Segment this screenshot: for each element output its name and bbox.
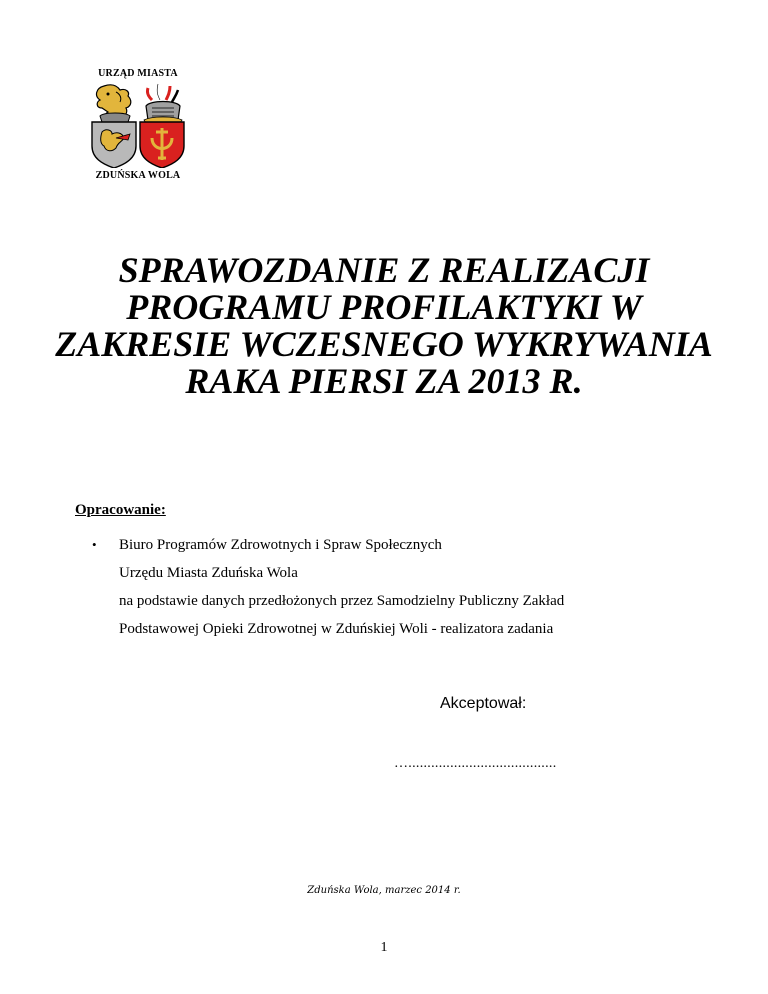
report-title [40,252,728,400]
plume-crest-icon [144,84,182,123]
title-line: ZAKRESIE WCZESNEGO WYKRYWANIA [55,324,713,364]
lion-crest-icon [97,85,131,122]
accepted-by-label: Akceptował: [440,695,527,712]
title-line: RAKA PIERSI ZA 2013 R. [185,361,583,401]
prepared-by-text [119,531,732,643]
signature-line: …....................................... [394,756,557,771]
left-shield-icon [92,122,136,168]
title-line: SPRAWOZDANIE Z REALIZACJI [118,250,650,290]
place-and-date: Zduńska Wola, marzec 2014 r. [307,885,461,896]
prepared-by-line: na podstawie danych przedłożonych przez Samodzielny Publiczny Zakład [119,593,565,609]
prepared-by-list [92,531,732,643]
title-line: PROGRAMU PROFILAKTYKI W [126,287,642,327]
prepared-by-line: Podstawowej Opieki Zdrowotnej w Zduńskiej Woli - realizatora zadania [119,621,554,637]
logo-bottom-text: ZDUŃSKA WOLA [95,170,181,181]
prepared-by-line: Urzędu Miasta Zduńska Wola [119,565,298,581]
prepared-by-line: Biuro Programów Zdrowotnych i Spraw Społecznych [119,537,442,553]
city-hall-logo [82,68,194,181]
logo-top-text: URZĄD MIASTA [98,68,178,79]
prepared-by-label: Opracowanie: [75,502,166,518]
bullet-icon: • [92,537,97,552]
right-shield-icon [140,122,184,168]
page-number: 1 [380,940,388,955]
coat-of-arms-icon [86,82,190,168]
